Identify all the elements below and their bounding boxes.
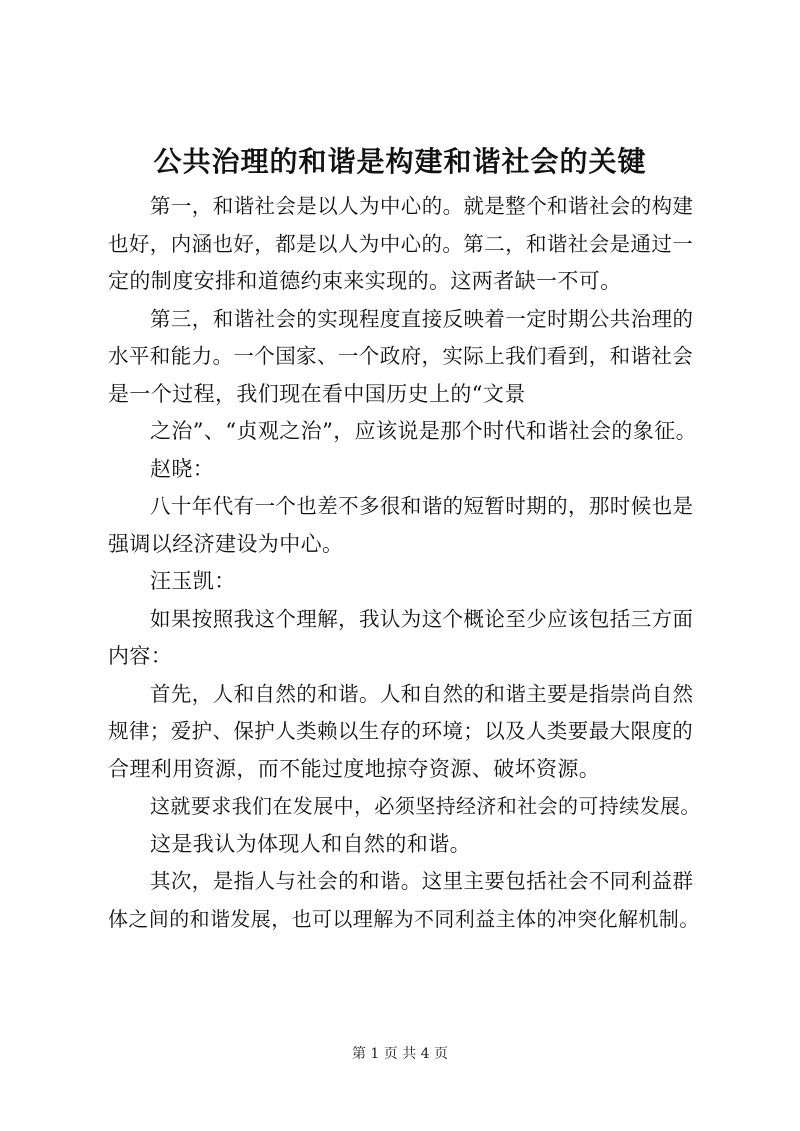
text-line: 首先，人和自然的和谐。人和自然的和谐主要是指崇尚自然 xyxy=(150,681,694,706)
text-line: 体之间的和谐发展，也可以理解为不同利益主体的冲突化解机制。 xyxy=(108,906,700,931)
text-line: 这就要求我们在发展中，必须坚持经济和社会的可持续发展。 xyxy=(150,794,701,818)
text-line: 水平和能力。一个国家、一个政府，实际上我们看到，和谐社会 xyxy=(108,344,694,368)
speaker-label: 赵晓： xyxy=(150,456,215,481)
text-line: 也好，内涵也好，都是以人为中心的。第二，和谐社会是通过一 xyxy=(108,231,694,256)
text-line: 内容： xyxy=(108,644,173,668)
text-line: 强调以经济建设为中心。 xyxy=(108,531,344,556)
text-line: 这是我认为体现人和自然的和谐。 xyxy=(150,831,471,856)
text-line: 是一个过程，我们现在看中国历史上的“文景 xyxy=(108,381,526,406)
text-line: 第一，和谐社会是以人为中心的。就是整个和谐社会的构建 xyxy=(150,194,694,218)
text-line: 如果按照我这个理解，我认为这个概论至少应该包括三方面 xyxy=(150,606,694,631)
text-line: 合理利用资源，而不能过度地掠夺资源、破坏资源。 xyxy=(108,756,601,781)
text-line: 规律；爱护、保护人类赖以生存的环境；以及人类要最大限度的 xyxy=(108,719,694,743)
text-line: 第三，和谐社会的实现程度直接反映着一定时期公共治理的 xyxy=(150,306,694,331)
document-body xyxy=(108,188,702,938)
text-line: 其次，是指人与社会的和谐。这里主要包括社会不同利益群 xyxy=(150,869,694,893)
speaker-label: 汪玉凯： xyxy=(150,569,236,593)
page-number-footer: 第 1 页 共 4 页 xyxy=(351,1046,449,1062)
text-line: 八十年代有一个也差不多很和谐的短暂时期的，那时候也是 xyxy=(150,494,694,518)
document-title: 公共治理的和谐是构建和谐社会的关键 xyxy=(153,145,647,178)
text-line: 之治”、“贞观之治”，应该说是那个时代和谐社会的象征。 xyxy=(150,419,698,443)
text-line: 定的制度安排和道德约束来实现的。这两者缺一不可。 xyxy=(108,269,622,293)
